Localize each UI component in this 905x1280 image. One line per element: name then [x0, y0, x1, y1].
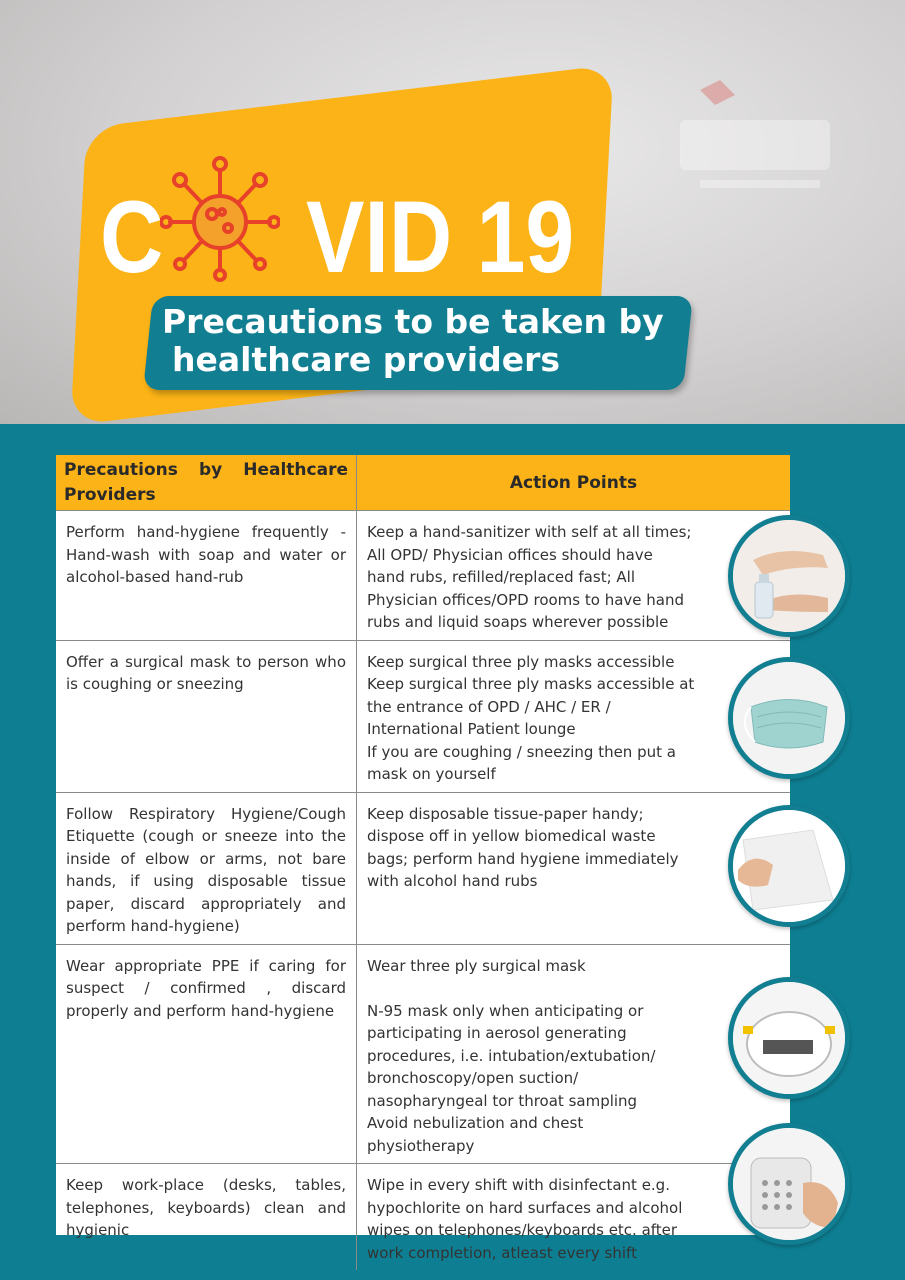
hospital-logo-watermark-icon: [640, 80, 840, 200]
header-precautions: Precautions by Healthcare Providers: [56, 455, 357, 511]
tissue-paper-icon: [728, 805, 850, 927]
table-row: [56, 1164, 790, 1271]
subtitle-line-2: healthcare providers: [172, 340, 561, 379]
table-row: [56, 944, 790, 1164]
table-header-row: [56, 455, 790, 511]
title-letter-c: C: [100, 180, 164, 294]
precaution-cell: Keep work-place (desks, tables, telephones, keyboards) clean and hygienic: [56, 1164, 357, 1271]
title-rest: VID 19: [306, 180, 575, 294]
telephone-wipe-icon: [728, 1123, 850, 1245]
header-action-points: Action Points: [357, 455, 791, 511]
subtitle: [162, 303, 682, 379]
table-row: [56, 792, 790, 944]
table-row: [56, 511, 790, 641]
action-cell: Keep surgical three ply masks accessible Keep surgical three ply masks accessible at the entrance of OPD / AHC / ER / International Patient lounge If you are coughing / sneezing then put a mask on yourself: [357, 640, 791, 792]
precaution-cell: Perform hand-hygiene frequently - Hand-wash with soap and water or alcohol-based hand-rub: [56, 511, 357, 641]
action-cell: Wipe in every shift with disinfectant e.g. hypochlorite on hard surfaces and alcohol wipes on telephones/keyboards etc. after work completion, atleast every shift: [357, 1164, 791, 1271]
subtitle-line-1: Precautions to be taken by: [162, 302, 664, 341]
n95-mask-icon: [728, 977, 850, 1099]
table-row: [56, 640, 790, 792]
precaution-cell: Wear appropriate PPE if caring for suspect / confirmed , discard properly and perform hand-hygiene: [56, 944, 357, 1164]
hand-sanitizer-icon: [728, 515, 850, 637]
action-cell: Keep a hand-sanitizer with self at all times; All OPD/ Physician offices should have hand rubs, refilled/replaced fast; All Physician offices/OPD rooms to have hand rubs and liquid soaps wherever possible: [357, 511, 791, 641]
precaution-cell: Offer a surgical mask to person who is coughing or sneezing: [56, 640, 357, 792]
precautions-table: [56, 455, 790, 1262]
action-cell: Wear three ply surgical mask N-95 mask only when anticipating or participating in aerosol generating procedures, i.e. intubation/extubation/ bronchoscopy/open suction/ nasopharyngeal tor throat sampling Avoid nebulization and chest physiotherapy: [357, 944, 791, 1164]
surgical-mask-icon: [728, 657, 850, 779]
coronavirus-icon: [160, 152, 280, 282]
precaution-cell: Follow Respiratory Hygiene/Cough Etiquette (cough or sneeze into the inside of elbow or arms, not bare hands, if using disposable tissue paper, discard appropriately and perform hand-hygiene): [56, 792, 357, 944]
action-cell: Keep disposable tissue-paper handy; dispose off in yellow biomedical waste bags; perform hand hygiene immediately with alcohol hand rubs: [357, 792, 791, 944]
header-banner: [0, 0, 905, 424]
